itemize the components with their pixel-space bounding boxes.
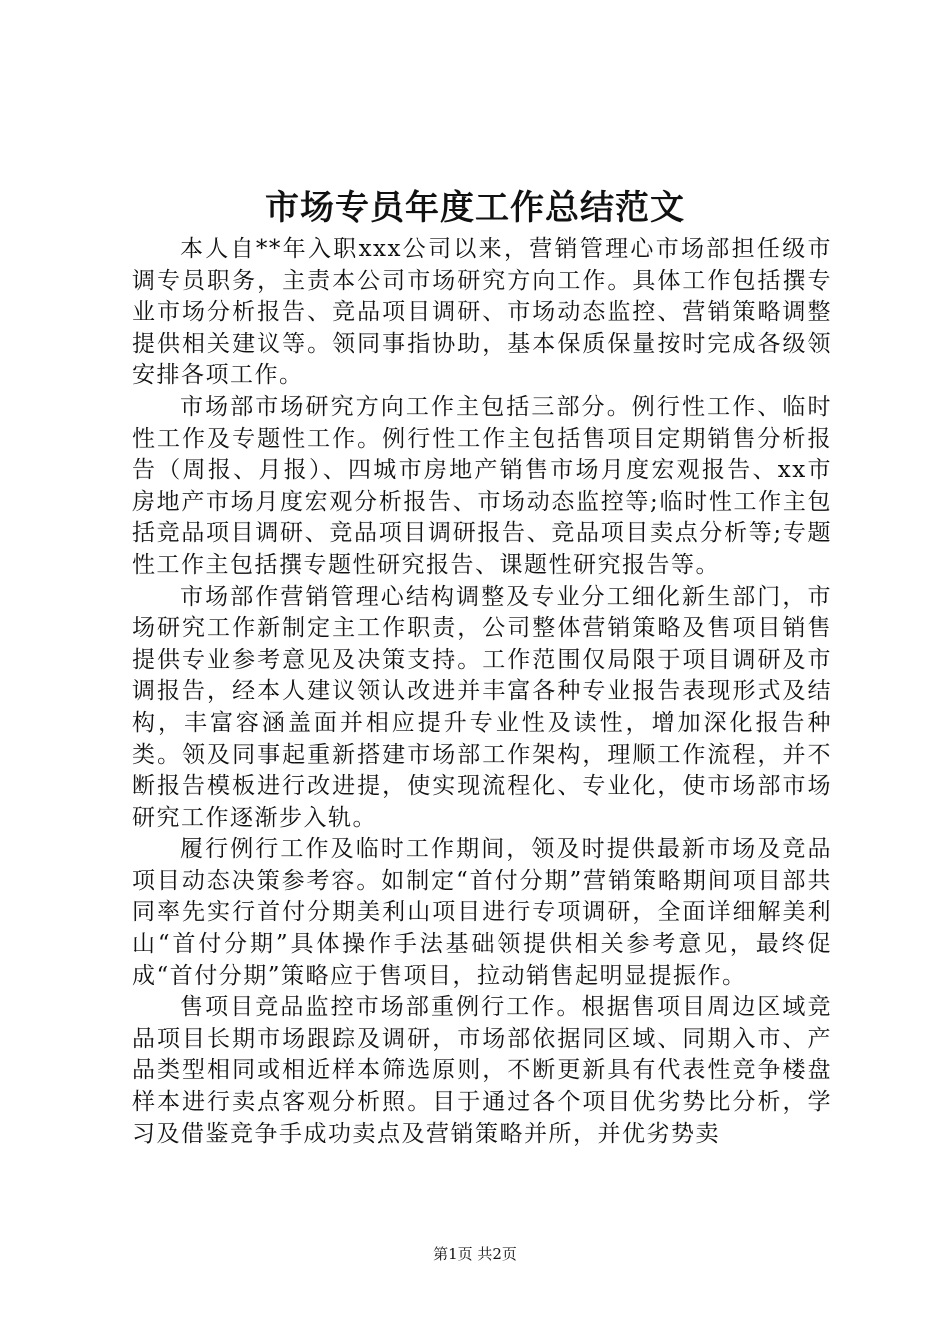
paragraph-1: 本人自**年入职xxx公司以来，营销管理心市场部担任级市调专员职务，主责本公司市场研究方向工作。具体工作包括撰专业市场分析报告、竞品项目调研、市场动态监控、营销策略调整提供相关建议等。领同事指协助，基本保质保量按时完成各级领安排各项工作。 [132, 236, 832, 389]
paragraph-2: 市场部市场研究方向工作主包括三部分。例行性工作、临时性工作及专题性工作。例行性工作主包括售项目定期销售分析报告（周报、月报）、四城市房地产销售市场月度宏观报告、xx市房地产市场月度宏观分析报告、市场动态监控等;临时性工作主包括竞品项目调研、竞品项目调研报告、竞品项目卖点分析等;专题性工作主包括撰专题性研究报告、课题性研究报告等。 [132, 393, 832, 578]
page-number-footer: 第1页 共2页 [433, 1245, 517, 1263]
paragraph-4: 履行例行工作及临时工作期间，领及时提供最新市场及竞品项目动态决策参考容。如制定“首付分期”营销策略期间项目部共同率先实行首付分期美利山项目进行专项调研，全面详细解美利山“首付分期”具体操作手法基础领提供相关参考意见，最终促成“首付分期”策略应于售项目，拉动销售起明显提振作。 [132, 836, 832, 989]
document-body [132, 234, 832, 1150]
paragraph-3: 市场部作营销管理心结构调整及专业分工细化新生部门，市场研究工作新制定主工作职责，公司整体营销策略及售项目销售提供专业参考意见及决策支持。工作范围仅局限于项目调研及市调报告，经本人建议领认改进并丰富各种专业报告表现形式及结构，丰富容涵盖面并相应提升专业性及读性，增加深化报告种类。领及同事起重新搭建市场部工作架构，理顺工作流程，并不断报告模板进行改进提，使实现流程化、专业化，使市场部市场研究工作逐渐步入轨。 [132, 583, 832, 831]
document-title: 市场专员年度工作总结范文 [265, 188, 685, 228]
paragraph-5: 售项目竞品监控市场部重例行工作。根据售项目周边区域竞品项目长期市场跟踪及调研，市场部依据同区域、同期入市、产品类型相同或相近样本筛选原则，不断更新具有代表性竞争楼盘样本进行卖点客观分析照。目于通过各个项目优劣势比分析，学习及借鉴竞争手成功卖点及营销策略并所，并优劣势卖 [132, 994, 832, 1147]
